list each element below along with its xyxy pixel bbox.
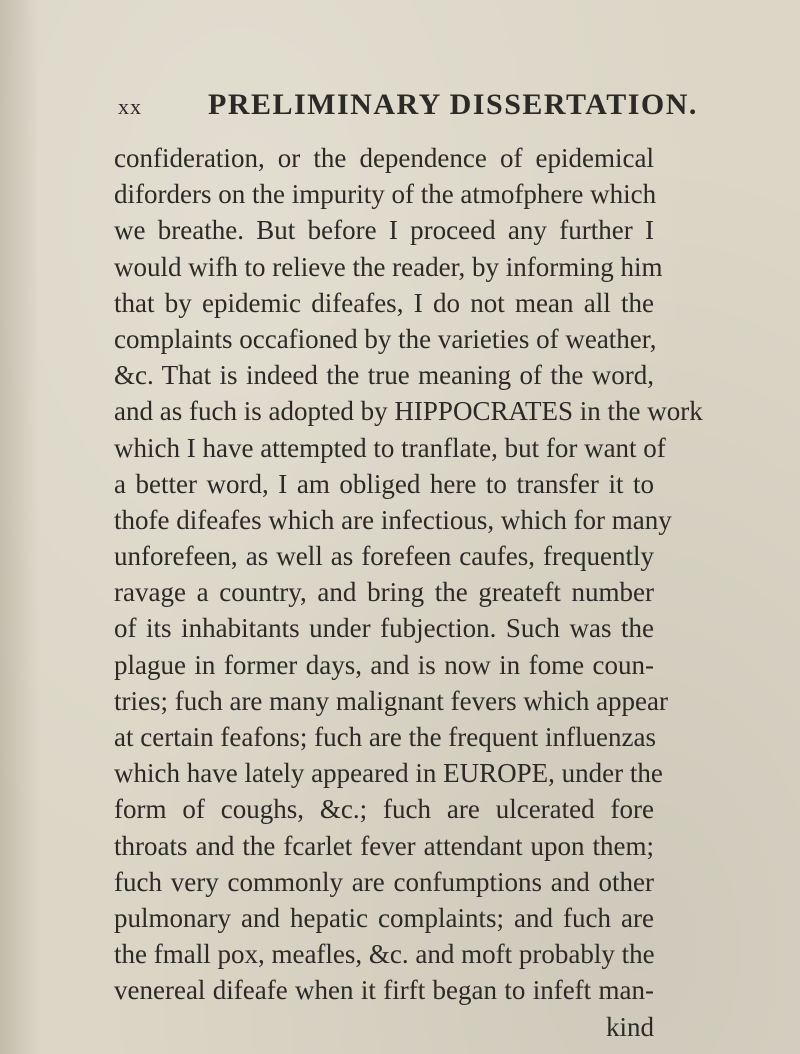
text-line: of its inhabitants under fubjection. Such was the	[114, 613, 654, 644]
text-line: which I have attempted to tranflate, but for want of	[114, 432, 666, 463]
text-line: throats and the fcarlet fever attendant upon them;	[114, 830, 654, 861]
text-line: venereal difeafe when it firft began to infeft man-	[114, 975, 654, 1006]
text-line: thofe difeafes which are infectious, which for many	[114, 504, 672, 535]
binding-shadow	[0, 0, 40, 1054]
text-line: we breathe. But before I proceed any further I	[114, 215, 654, 246]
text-line: which have lately appeared in EUROPE, under the	[114, 758, 663, 789]
text-line: &c. That is indeed the true meaning of the word,	[114, 360, 654, 391]
page-header	[118, 88, 698, 128]
page-number: xx	[118, 94, 142, 119]
text-line: tries; fuch are many malignant fevers which appear	[114, 685, 669, 716]
text-line: plague in former days, and is now in fome coun-	[114, 649, 654, 680]
text-line: pulmonary and hepatic complaints; and fuch are	[114, 902, 654, 933]
text-line: diforders on the impurity of the atmofphere which	[114, 179, 657, 210]
text-line: that by epidemic difeafes, I do not mean all the	[114, 287, 654, 318]
body-text	[114, 140, 703, 1045]
text-line: at certain feafons; fuch are the frequent influenzas	[114, 722, 656, 752]
text-line: would wifh to relieve the reader, by informing him	[114, 251, 663, 282]
text-line: the fmall pox, meafles, &c. and moft probably the	[114, 939, 655, 970]
text-line: complaints occafioned by the varieties of weather,	[114, 323, 657, 354]
text-line: and as fuch is adopted by HIPPOCRATES in the work	[114, 396, 703, 427]
text-line: form of coughs, &c.; fuch are ulcerated fore	[114, 794, 654, 825]
catchword: kind	[605, 1011, 654, 1042]
text-line: ravage a country, and bring the greateft number	[114, 577, 654, 608]
text-line: confideration, or the dependence of epidemical	[114, 143, 654, 173]
text-line: unforefeen, as well as forefeen caufes, frequently	[114, 541, 654, 572]
text-line: fuch very commonly are confumptions and other	[114, 866, 654, 897]
running-title: PRELIMINARY DISSERTATION.	[208, 88, 698, 121]
text-line: a better word, I am obliged here to transfer it to	[114, 468, 654, 499]
